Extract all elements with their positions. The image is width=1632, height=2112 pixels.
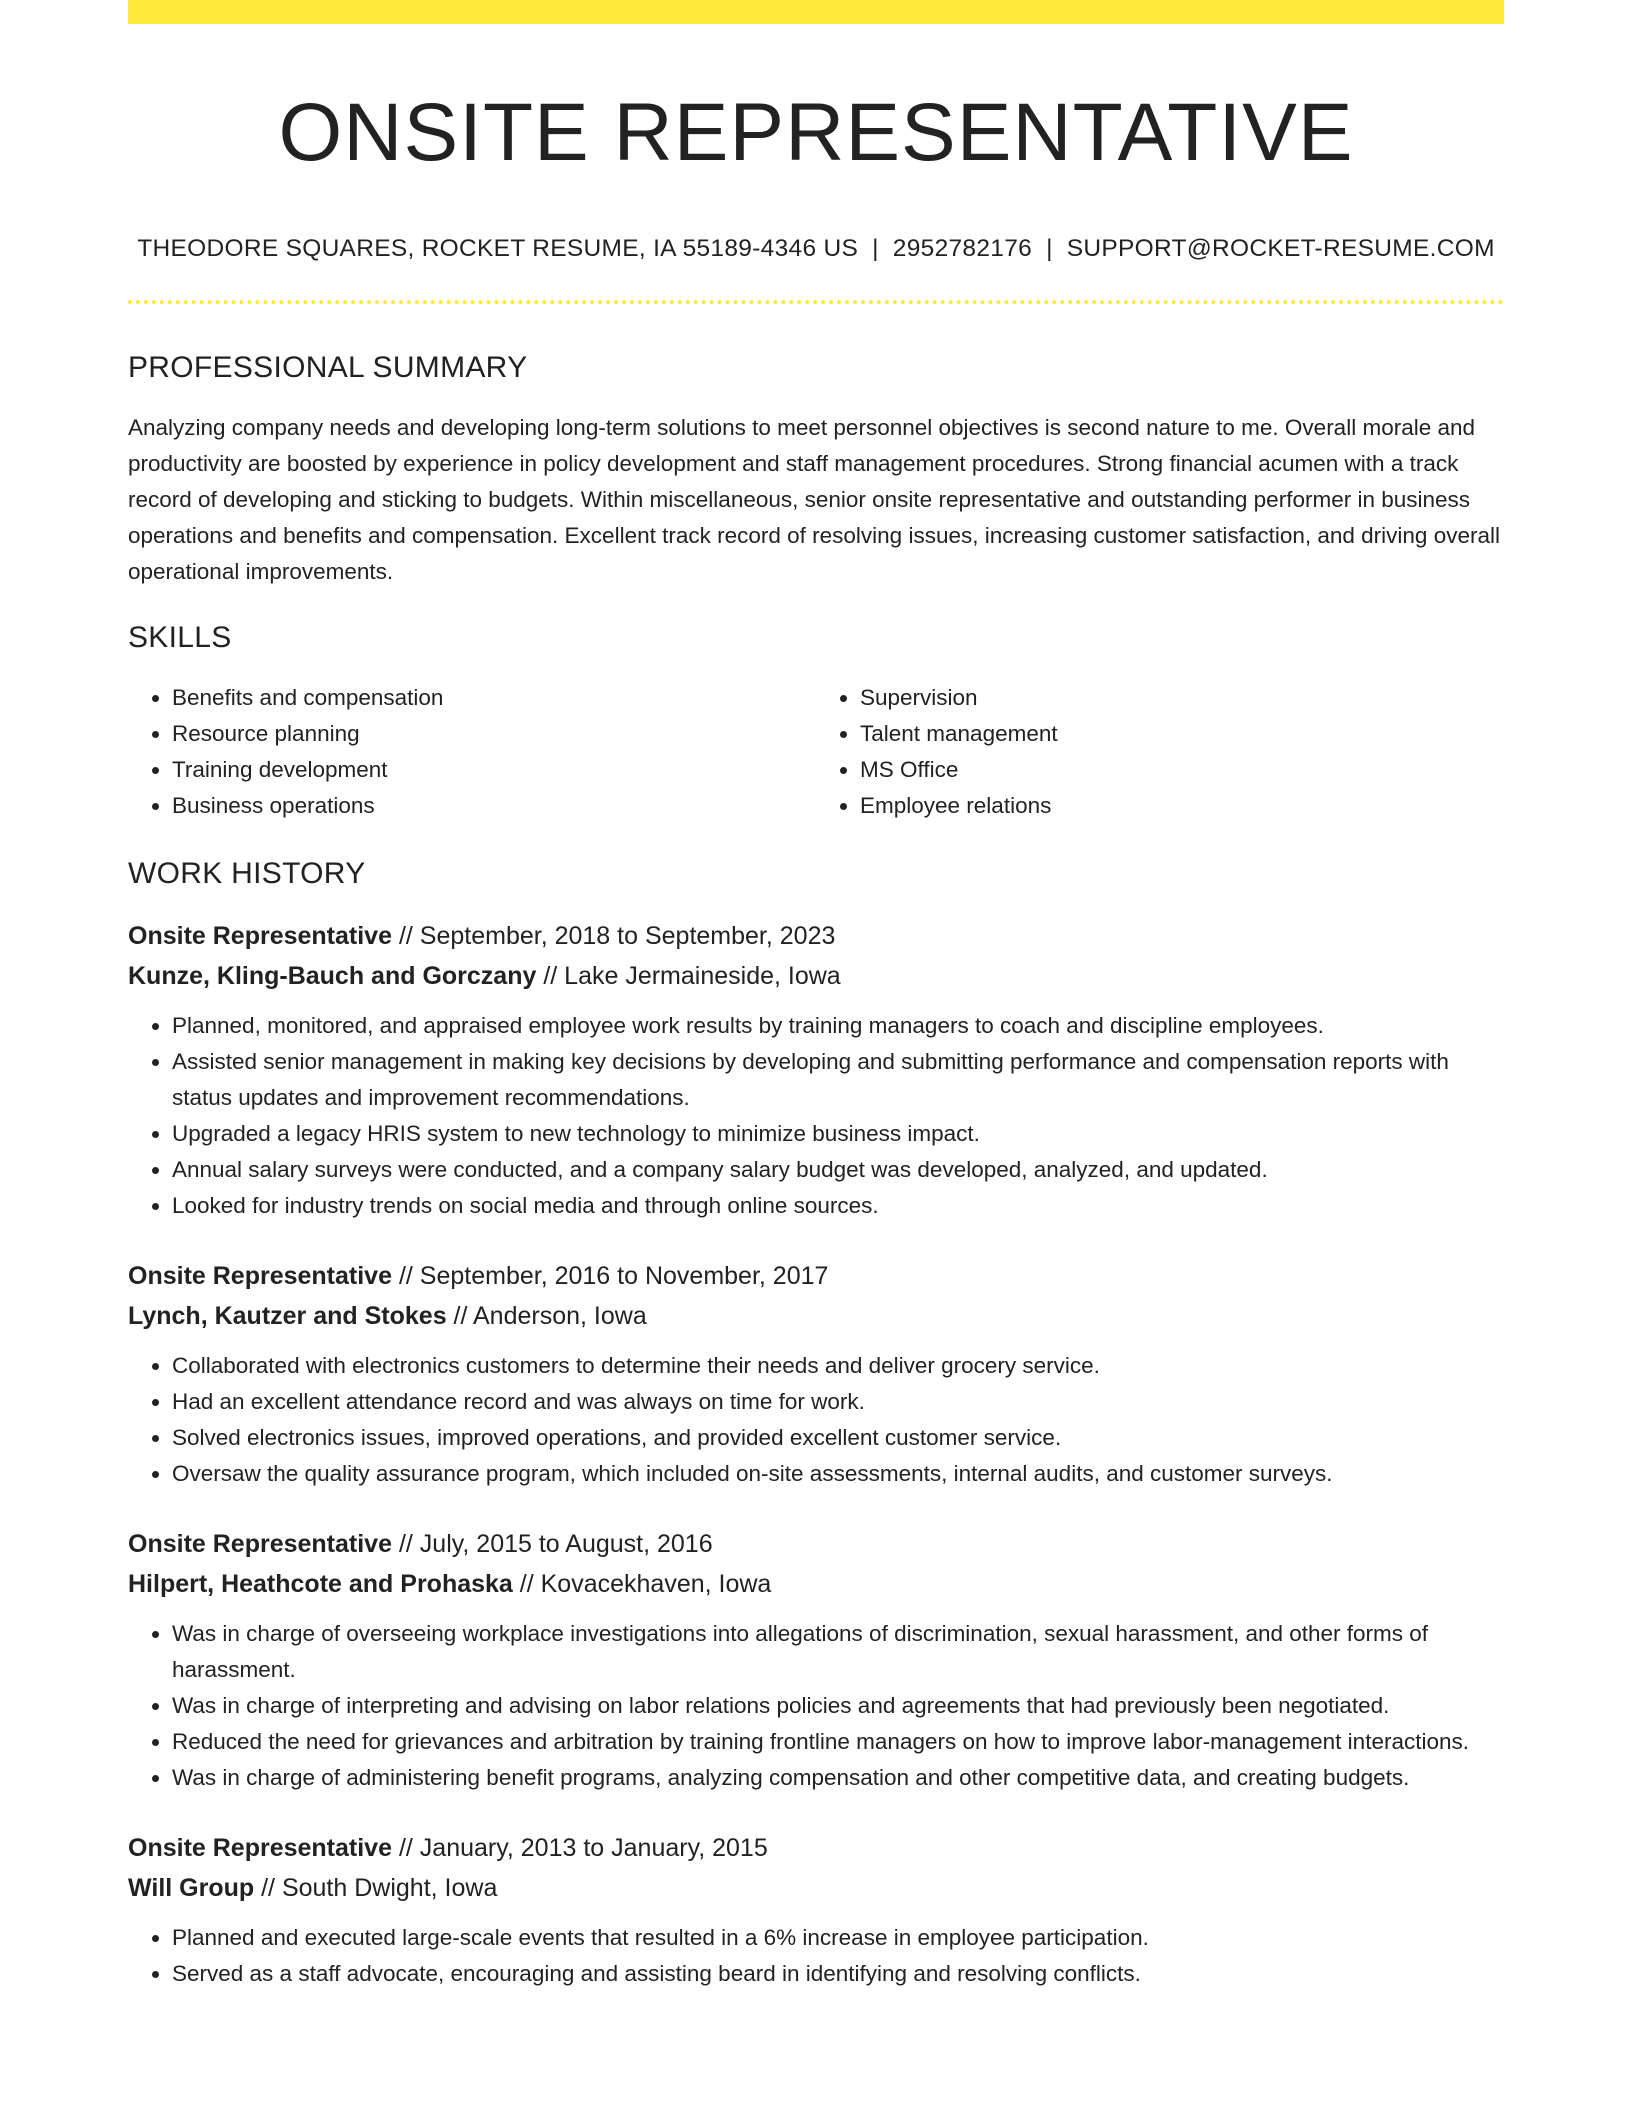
job-entry	[128, 1828, 1504, 1992]
job-bullet: • Upgraded a legacy HRIS system to new technology to minimize business impact.	[172, 1116, 1504, 1152]
dotted-divider	[128, 300, 1504, 304]
job-bullet: • Collaborated with electronics customers to determine their needs and deliver grocery service.	[172, 1348, 1504, 1384]
job-role: Onsite Representative	[128, 1261, 392, 1290]
job-bullet: • Was in charge of interpreting and advising on labor relations policies and agreements that had previously been negotiated.	[172, 1688, 1504, 1724]
job-location: Anderson, Iowa	[473, 1301, 647, 1330]
resume-page	[128, 0, 1504, 1992]
job-title-line	[128, 1524, 1504, 1564]
job-location: South Dwight, Iowa	[281, 1873, 498, 1902]
skill-item: • Talent management	[860, 716, 1504, 752]
job-bullet: • Annual salary surveys were conducted, and a company salary budget was developed, analyzed, and updated.	[172, 1152, 1504, 1188]
job-separator: //	[392, 1529, 420, 1558]
job-bullet: • Planned and executed large-scale events that resulted in a 6% increase in employee participation.	[172, 1920, 1504, 1956]
job-separator: //	[392, 1833, 420, 1862]
job-role: Onsite Representative	[128, 1833, 392, 1862]
skills-column-right	[816, 680, 1504, 824]
job-location: Lake Jermaineside, Iowa	[564, 961, 841, 990]
contact-separator: |	[872, 235, 879, 263]
job-dates: September, 2018 to September, 2023	[419, 921, 836, 950]
job-company: Kunze, Kling-Bauch and Gorczany	[128, 961, 537, 990]
job-title-line	[128, 1828, 1504, 1868]
job-entry	[128, 1256, 1504, 1492]
skill-item: • Supervision	[860, 680, 1504, 716]
job-entry	[128, 916, 1504, 1224]
job-bullet: • Oversaw the quality assurance program, which included on-site assessments, internal audits, and customer surveys.	[172, 1456, 1504, 1492]
skill-item: • MS Office	[860, 752, 1504, 788]
job-bullet: • Served as a staff advocate, encouraging and assisting beard in identifying and resolving conflicts.	[172, 1956, 1504, 1992]
job-company-line	[128, 1564, 1504, 1604]
job-company: Will Group	[128, 1873, 255, 1902]
contact-line	[128, 234, 1504, 263]
job-bullets	[128, 1920, 1504, 1992]
job-bullet: • Was in charge of administering benefit programs, analyzing compensation and other competitive data, and creating budgets.	[172, 1760, 1504, 1796]
skills-heading: SKILLS	[128, 620, 232, 654]
contact-email: SUPPORT@ROCKET-RESUME.COM	[1066, 235, 1495, 263]
job-bullet: • Assisted senior management in making key decisions by developing and submitting performance and compensation reports with status updates and improvement recommendations.	[172, 1044, 1504, 1116]
job-company-line	[128, 1868, 1504, 1908]
skills-grid	[128, 680, 1504, 824]
job-role: Onsite Representative	[128, 1529, 392, 1558]
job-company: Lynch, Kautzer and Stokes	[128, 1301, 447, 1330]
job-separator: //	[392, 1261, 420, 1290]
job-separator: //	[392, 921, 420, 950]
skill-item: • Employee relations	[860, 788, 1504, 824]
job-location: Kovacekhaven, Iowa	[540, 1569, 772, 1598]
skill-item: • Resource planning	[172, 716, 816, 752]
skills-column-left	[128, 680, 816, 824]
job-bullets	[128, 1348, 1504, 1492]
job-bullet: • Reduced the need for grievances and arbitration by training frontline managers on how to improve labor-management interactions.	[172, 1724, 1504, 1760]
job-company-line	[128, 1296, 1504, 1336]
job-title-line	[128, 916, 1504, 956]
job-bullet: • Looked for industry trends on social media and through online sources.	[172, 1188, 1504, 1224]
skill-item: • Training development	[172, 752, 816, 788]
contact-address: THEODORE SQUARES, ROCKET RESUME, IA 55189-4346 US	[137, 235, 859, 263]
job-separator: //	[446, 1301, 473, 1330]
job-company-line	[128, 956, 1504, 996]
job-bullet: • Had an excellent attendance record and was always on time for work.	[172, 1384, 1504, 1420]
work-history-heading: WORK HISTORY	[128, 856, 366, 890]
job-bullet: • Solved electronics issues, improved operations, and provided excellent customer service.	[172, 1420, 1504, 1456]
summary-heading: PROFESSIONAL SUMMARY	[128, 350, 528, 384]
job-bullets	[128, 1008, 1504, 1224]
job-dates: September, 2016 to November, 2017	[419, 1261, 829, 1290]
accent-top-bar	[128, 0, 1504, 24]
skill-item: • Business operations	[172, 788, 816, 824]
job-separator: //	[512, 1569, 541, 1598]
summary-text: Analyzing company needs and developing long-term solutions to meet personnel objectives is second nature to me. Overall morale and productivity are boosted by experience in policy development and staff management procedures. Strong financial acumen with a track record of developing and sticking to budgets. Within miscellaneous, senior onsite representative and outstanding performer in business operations and benefits and compensation. Excellent track record of resolving issues, increasing customer satisfaction, and driving overall operational improvements.	[128, 414, 1500, 584]
job-bullets	[128, 1616, 1504, 1796]
skill-item: • Benefits and compensation	[172, 680, 816, 716]
job-bullet: • Planned, monitored, and appraised employee work results by training managers to coach and discipline employees.	[172, 1008, 1504, 1044]
job-entry	[128, 1524, 1504, 1796]
contact-phone: 2952782176	[892, 235, 1033, 263]
job-separator: //	[254, 1873, 282, 1902]
job-dates: January, 2013 to January, 2015	[419, 1833, 768, 1862]
job-company: Hilpert, Heathcote and Prohaska	[128, 1569, 513, 1598]
job-separator: //	[536, 961, 565, 990]
contact-separator: |	[1046, 235, 1053, 263]
job-role: Onsite Representative	[128, 921, 392, 950]
job-dates: July, 2015 to August, 2016	[419, 1529, 713, 1558]
job-title-line	[128, 1256, 1504, 1296]
job-bullet: • Was in charge of overseeing workplace investigations into allegations of discrimination, sexual harassment, and other forms of harassment.	[172, 1616, 1504, 1688]
resume-title: ONSITE REPRESENTATIVE	[278, 87, 1354, 178]
